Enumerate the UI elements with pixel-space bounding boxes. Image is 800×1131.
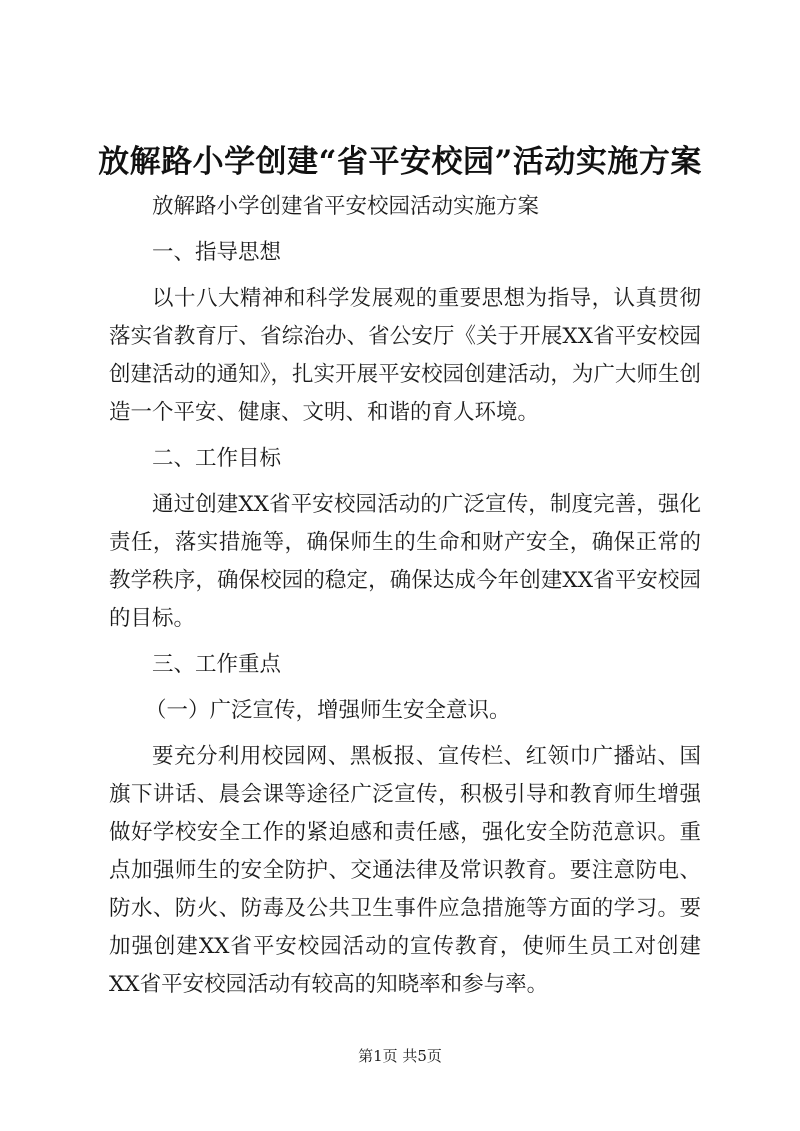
- subsection-heading-publicity: （一）广泛宣传，增强师生安全意识。: [145, 698, 511, 723]
- section-heading-guiding-thought: 一、指导思想: [152, 240, 282, 265]
- section-heading-work-focus: 三、工作重点: [152, 652, 282, 677]
- paragraph-work-goals: 通过创建XX省平安校园活动的广泛宣传，制度完善，强化责任，落实措施等，确保师生的生命和财产安全，确保正常的教学秩序，确保校园的稳定，确保达成今年创建XX省平安校园的目标。: [109, 492, 701, 631]
- document-title: 放解路小学创建“省平安校园”活动实施方案: [98, 144, 702, 180]
- subtitle-paragraph: 放解路小学创建省平安校园活动实施方案: [152, 194, 540, 219]
- section-heading-work-goals: 二、工作目标: [152, 446, 282, 471]
- page-footer: 第1页 共5页: [358, 1047, 442, 1065]
- paragraph-publicity: 要充分利用校园网、黑板报、宣传栏、红领巾广播站、国旗下讲话、晨会课等途径广泛宣传，积极引导和教育师生增强做好学校安全工作的紧迫感和责任感，强化安全防范意识。重点加强师生的安全防护、交通法律及常识教育。要注意防电、防水、防火、防毒及公共卫生事件应急措施等方面的学习。要加强创建XX省平安校园活动的宣传教育，使师生员工对创建XX省平安校园活动有较高的知晓率和参与率。: [109, 744, 701, 997]
- paragraph-guiding-thought: 以十八大精神和科学发展观的重要思想为指导，认真贯彻落实省教育厅、省综治办、省公安厅《关于开展XX省平安校园创建活动的通知》，扎实开展平安校园创建活动，为广大师生创造一个平安、健康、文明、和谐的育人环境。: [109, 286, 701, 425]
- document-body: [109, 188, 701, 1012]
